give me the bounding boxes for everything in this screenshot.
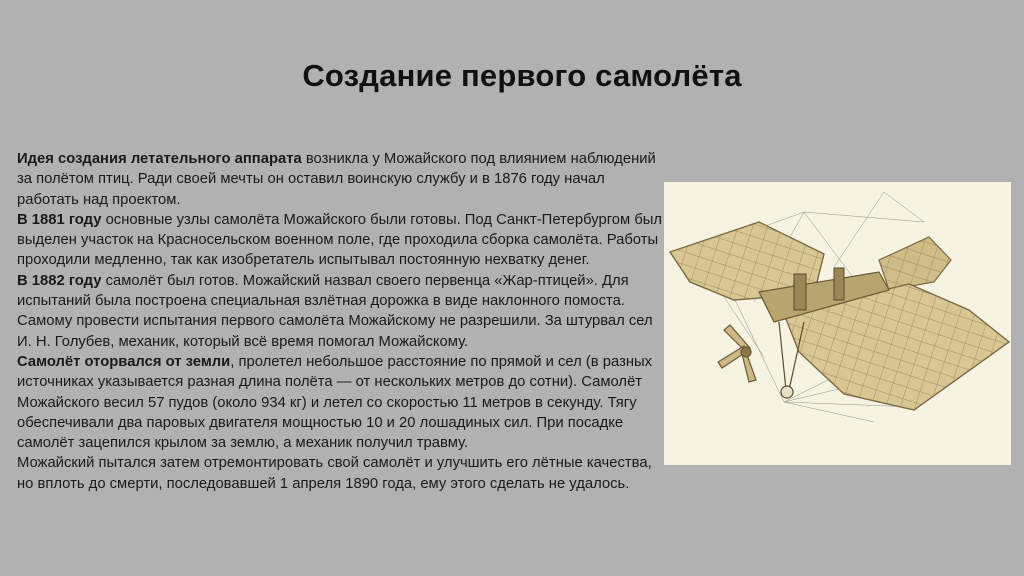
paragraph-repair — [17, 453, 667, 494]
slide-title: Создание первого самолёта — [302, 58, 742, 93]
paragraph-1882-text: самолёт был готов. Можайский назвал своего первенца «Жар-птицей». Для испытаний была построена специальная взлётная дорожка в виде наклонного помоста. Самому провести испытания первого самолёта Можайскому не разрешили. За штурвал сел И. Н. Голубев, механик, который всё время помогал Можайскому. — [17, 272, 653, 350]
paragraph-1882 — [17, 271, 667, 352]
paragraph-idea-lead: Идея создания летательного аппарата — [17, 151, 302, 167]
mozhaisky-airplane-icon — [664, 182, 1011, 465]
body-text — [17, 149, 667, 494]
paragraph-flight-text: , пролетел небольшое расстояние по прямой и сел (в разных источниках указывается разная длина полёта — от нескольких метров до сотни). Самолёт Можайского весил 57 пудов (около 934 кг) и летел со скоростью 11 метров в секунду. Тягу обеспечивали два паровых двигателя мощностью 10 и 20 лошадиных сил. При посадке самолёт зацепился крылом за землю, а механик получил травму. — [17, 353, 653, 452]
paragraph-idea-text: возникла у Можайского под влиянием наблюдений за полётом птиц. Ради своей мечты он оставил воинскую службу и в 1876 году начал работать над проектом. — [17, 151, 656, 208]
paragraph-flight-lead: Самолёт оторвался от земли — [17, 353, 231, 370]
paragraph-1881 — [17, 210, 667, 271]
paragraph-flight — [17, 352, 667, 453]
paragraph-1882-lead: В 1882 году — [17, 272, 102, 289]
airplane-image — [664, 182, 1011, 465]
paragraph-1881-text: основные узлы самолёта Можайского были готовы. Под Санкт-Петербургом был выделен участок на Красносельском военном поле, где проходила сборка самолёта. Работы проходили медленно, так как изобретатель испытывал постоянную нехватку денег. — [17, 211, 663, 269]
paragraph-1881-lead: В 1881 году — [17, 211, 102, 228]
paragraph-idea — [17, 149, 667, 210]
paragraph-repair-text: Можайский пытался затем отремонтировать свой самолёт и улучшить его лётные качества, но вплоть до смерти, последовавшей 1 апреля 1890 года, ему этого сделать не удалось. — [17, 455, 652, 492]
